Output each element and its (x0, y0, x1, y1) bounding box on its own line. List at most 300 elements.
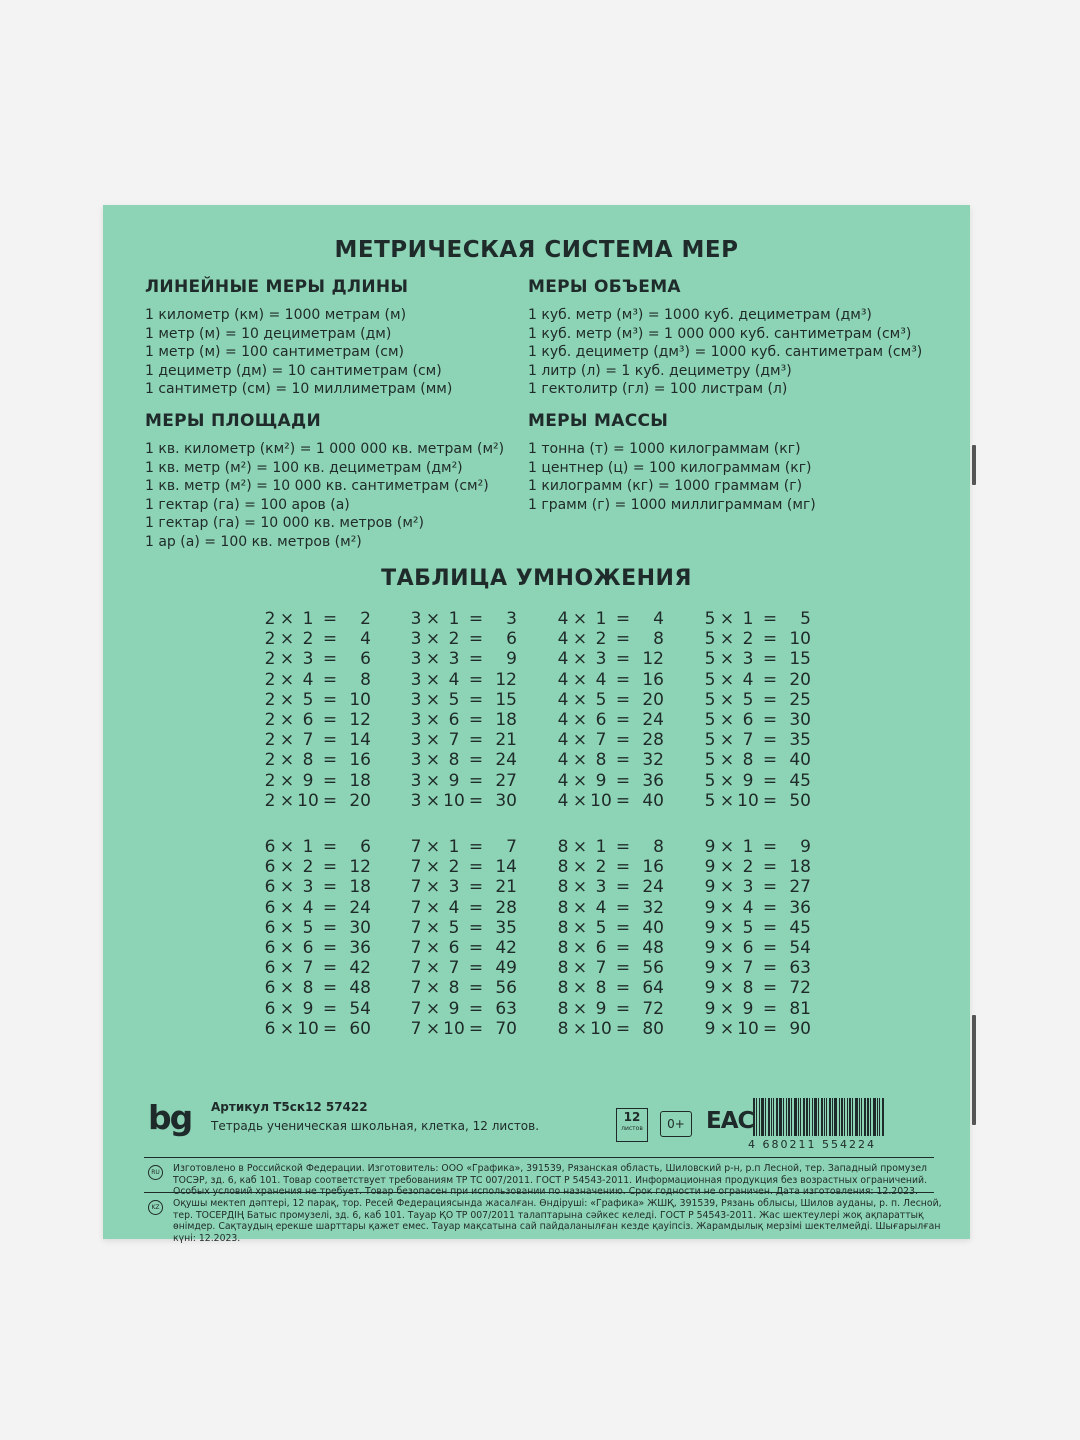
mult-term: 2 (742, 629, 754, 650)
mult-term: × (425, 897, 441, 918)
mult-term: = (322, 689, 338, 710)
mult-term: 7 (595, 730, 607, 751)
mult-term: 7 (448, 730, 460, 751)
barcode-bar (832, 1098, 833, 1136)
barcode-bar (794, 1098, 797, 1136)
mult-term: 7 (448, 958, 460, 979)
mult-term: = (615, 649, 631, 670)
mult-term: = (762, 629, 778, 650)
barcode-bar (761, 1098, 764, 1136)
mult-term: 2 (264, 649, 276, 670)
measure-line: 1 куб. метр (м³) = 1 000 000 куб. сантиметрам (см³) (528, 325, 912, 342)
mult-term: 6 (595, 709, 607, 730)
mult-term: 4 (302, 669, 314, 690)
mult-term: 8 (557, 897, 569, 918)
mult-product: 20 (789, 669, 811, 690)
mult-term: × (425, 730, 441, 751)
mult-product: 9 (800, 837, 811, 857)
mult-term: 6 (302, 709, 314, 730)
mult-term: = (468, 770, 484, 791)
mult-term: = (468, 689, 484, 710)
mult-term: = (322, 750, 338, 771)
barcode-bar (839, 1098, 840, 1136)
mult-term: × (425, 958, 441, 979)
mult-term: × (425, 978, 441, 999)
barcode-bar (756, 1098, 757, 1136)
barcode-bar (779, 1098, 782, 1136)
mult-term: = (762, 998, 778, 1019)
mult-term: 1 (302, 609, 314, 629)
mult-term: × (719, 998, 735, 1019)
mult-term: 3 (410, 709, 422, 730)
mult-term: 10 (737, 1018, 759, 1039)
mult-term: = (468, 649, 484, 670)
mult-term: × (425, 998, 441, 1019)
mult-term: × (425, 790, 441, 811)
mult-term: 5 (704, 730, 716, 751)
mult-term: = (615, 917, 631, 938)
mult-term: 9 (302, 770, 314, 791)
mult-term: 1 (742, 609, 754, 629)
mult-product: 8 (653, 837, 664, 857)
mult-term: 7 (410, 958, 422, 979)
measure-line: 1 центнер (ц) = 100 килограммам (кг) (528, 459, 812, 476)
mult-term: × (279, 609, 295, 629)
footer (103, 205, 970, 1244)
mult-term: 1 (595, 837, 607, 857)
mult-term: × (572, 958, 588, 979)
mult-term: 3 (742, 649, 754, 670)
mass-title: МЕРЫ МАССЫ (528, 411, 669, 431)
barcode-bar (844, 1098, 845, 1136)
mult-term: 3 (595, 877, 607, 898)
mult-product: 27 (789, 877, 811, 898)
mult-product: 42 (349, 958, 371, 979)
mult-product: 28 (495, 897, 517, 918)
mult-term: = (322, 649, 338, 670)
mult-term: 10 (443, 1018, 465, 1039)
mult-term: 5 (448, 917, 460, 938)
mult-term: 2 (264, 669, 276, 690)
mult-term: = (322, 917, 338, 938)
mult-product: 21 (495, 877, 517, 898)
mult-term: × (719, 857, 735, 878)
mult-term: × (572, 649, 588, 670)
mult-term: 5 (302, 917, 314, 938)
mult-term: 2 (595, 857, 607, 878)
mult-term: 9 (742, 998, 754, 1019)
mult-term: × (719, 1018, 735, 1039)
mult-term: = (762, 709, 778, 730)
mult-product: 5 (800, 609, 811, 629)
mult-product: 18 (349, 770, 371, 791)
mult-term: = (468, 958, 484, 979)
mult-term: 9 (302, 998, 314, 1019)
mult-product: 72 (789, 978, 811, 999)
mult-term: 1 (742, 837, 754, 857)
mult-term: 5 (595, 689, 607, 710)
mult-term: × (279, 837, 295, 857)
mult-product: 9 (506, 649, 517, 670)
mult-product: 48 (642, 937, 664, 958)
mult-term: 9 (704, 857, 716, 878)
mult-term: 8 (302, 978, 314, 999)
mult-term: 2 (264, 629, 276, 650)
mult-term: = (762, 877, 778, 898)
mult-product: 7 (506, 837, 517, 857)
mult-term: × (279, 1018, 295, 1039)
mult-term: 5 (595, 917, 607, 938)
mult-term: = (762, 730, 778, 751)
mult-term: = (615, 709, 631, 730)
mult-term: × (719, 709, 735, 730)
mult-term: × (425, 937, 441, 958)
mult-term: 5 (704, 750, 716, 771)
barcode-bar (788, 1098, 790, 1136)
mult-term: = (322, 877, 338, 898)
mult-term: 4 (595, 897, 607, 918)
mult-term: 4 (557, 790, 569, 811)
product-description: Тетрадь ученическая школьная, клетка, 12 листов. (211, 1119, 540, 1133)
mult-term: × (719, 609, 735, 629)
barcode-bar (812, 1098, 813, 1136)
mult-product: 24 (642, 709, 664, 730)
barcode-bar (803, 1098, 805, 1136)
barcode-bar (852, 1098, 853, 1136)
mult-term: 1 (302, 837, 314, 857)
measure-line: 1 дециметр (дм) = 10 сантиметрам (см) (145, 362, 442, 379)
mult-term: = (322, 837, 338, 857)
mult-term: 2 (264, 689, 276, 710)
mult-term: = (322, 897, 338, 918)
mult-term: 8 (557, 937, 569, 958)
mult-term: 5 (704, 790, 716, 811)
measure-line: 1 километр (км) = 1000 метрам (м) (145, 307, 407, 323)
mult-term: = (762, 897, 778, 918)
mult-term: × (719, 958, 735, 979)
volume-title: МЕРЫ ОБЪЕМА (528, 277, 681, 297)
mult-term: 2 (448, 629, 460, 650)
mult-term: = (762, 770, 778, 791)
measure-line: 1 кв. метр (м²) = 10 000 кв. сантиметрам (см²) (145, 478, 489, 495)
mult-term: 3 (742, 877, 754, 898)
mult-term: × (425, 1018, 441, 1039)
mult-term: = (615, 790, 631, 811)
mult-term: = (615, 897, 631, 918)
mult-term: × (572, 790, 588, 811)
mult-term: 3 (410, 609, 422, 629)
barcode-bar (783, 1098, 784, 1136)
mult-term: = (762, 1018, 778, 1039)
mult-term: 4 (742, 897, 754, 918)
mult-term: × (572, 978, 588, 999)
mult-product: 27 (495, 770, 517, 791)
mult-term: × (279, 917, 295, 938)
mult-term: × (425, 750, 441, 771)
mult-term: = (468, 750, 484, 771)
measure-line: 1 гектолитр (гл) = 100 листрам (л) (528, 381, 788, 398)
mult-product: 32 (642, 897, 664, 918)
mult-term: 5 (742, 917, 754, 938)
mult-term: 1 (595, 609, 607, 629)
mult-term: × (719, 770, 735, 791)
mult-term: × (719, 917, 735, 938)
barcode-bar (834, 1098, 837, 1136)
mult-term: 4 (557, 609, 569, 629)
mult-product: 36 (642, 770, 664, 791)
mult-term: 10 (443, 790, 465, 811)
mult-term: = (615, 837, 631, 857)
mult-term: × (719, 790, 735, 811)
mult-term: 7 (742, 730, 754, 751)
mult-term: = (762, 958, 778, 979)
mult-term: 2 (595, 629, 607, 650)
mult-term: × (572, 998, 588, 1019)
mult-term: × (719, 730, 735, 751)
barcode-bar (882, 1098, 884, 1136)
mult-term: = (468, 790, 484, 811)
area-title: МЕРЫ ПЛОЩАДИ (145, 411, 321, 431)
mult-product: 70 (495, 1018, 517, 1039)
divider (144, 1192, 934, 1193)
mult-term: 9 (704, 937, 716, 958)
mult-term: × (279, 857, 295, 878)
measure-line: 1 метр (м) = 100 сантиметрам (см) (145, 344, 404, 361)
mult-product: 40 (642, 917, 664, 938)
mult-term: 6 (264, 837, 276, 857)
mult-term: 2 (448, 857, 460, 878)
mult-term: = (762, 978, 778, 999)
mult-product: 18 (349, 877, 371, 898)
mult-term: 8 (557, 917, 569, 938)
mult-term: × (425, 629, 441, 650)
mult-term: 5 (704, 669, 716, 690)
multiplication-title: ТАБЛИЦА УМНОЖЕНИЯ (381, 566, 692, 591)
mult-product: 18 (495, 709, 517, 730)
mult-term: 3 (302, 649, 314, 670)
barcode-bar (877, 1098, 878, 1136)
mult-product: 40 (789, 750, 811, 771)
mult-product: 50 (789, 790, 811, 811)
mult-term: 4 (557, 730, 569, 751)
mult-term: = (615, 937, 631, 958)
mult-term: × (425, 877, 441, 898)
mult-term: 4 (302, 897, 314, 918)
mult-term: 6 (264, 937, 276, 958)
mult-term: × (719, 837, 735, 857)
mult-term: 4 (448, 669, 460, 690)
measure-line: 1 гектар (га) = 10 000 кв. метров (м²) (145, 515, 424, 532)
mult-term: 2 (264, 730, 276, 751)
mult-product: 32 (642, 750, 664, 771)
mult-product: 24 (642, 877, 664, 898)
mult-term: = (322, 978, 338, 999)
mult-term: 10 (737, 790, 759, 811)
mult-term: 7 (410, 897, 422, 918)
mult-term: × (279, 978, 295, 999)
mult-product: 15 (789, 649, 811, 670)
barcode-bar (821, 1098, 823, 1136)
barcode-bar (841, 1098, 843, 1136)
mult-term: 4 (557, 689, 569, 710)
mult-term: 8 (595, 978, 607, 999)
mult-term: = (615, 609, 631, 629)
mult-product: 54 (349, 998, 371, 1019)
mult-term: × (279, 730, 295, 751)
mult-term: = (322, 790, 338, 811)
barcode-bar (818, 1098, 819, 1136)
mult-term: 4 (448, 897, 460, 918)
mult-term: 6 (264, 877, 276, 898)
mult-product: 49 (495, 958, 517, 979)
mult-product: 8 (360, 669, 371, 690)
mult-term: 6 (448, 937, 460, 958)
mult-term: 7 (410, 917, 422, 938)
mult-product: 63 (495, 998, 517, 1019)
mult-term: = (762, 649, 778, 670)
mult-term: 9 (704, 1018, 716, 1039)
barcode-bar (873, 1098, 876, 1136)
mult-term: 3 (410, 649, 422, 670)
mult-term: = (615, 750, 631, 771)
mult-product: 48 (349, 978, 371, 999)
mult-term: × (279, 689, 295, 710)
mult-term: = (322, 958, 338, 979)
mult-term: 2 (264, 709, 276, 730)
mult-term: 9 (704, 837, 716, 857)
sheets-count: 12 (623, 1110, 641, 1124)
mult-term: 3 (410, 689, 422, 710)
mult-term: 3 (595, 649, 607, 670)
mult-product: 36 (789, 897, 811, 918)
mult-term: = (468, 709, 484, 730)
barcode-bar (826, 1098, 827, 1136)
mult-term: 6 (742, 937, 754, 958)
mult-product: 25 (789, 689, 811, 710)
mult-term: = (762, 837, 778, 857)
mult-term: = (322, 730, 338, 751)
mult-term: = (615, 1018, 631, 1039)
mult-term: 5 (302, 689, 314, 710)
mult-term: × (572, 609, 588, 629)
mult-term: = (468, 877, 484, 898)
measure-line: 1 килограмм (кг) = 1000 граммам (г) (528, 478, 803, 495)
mult-product: 56 (495, 978, 517, 999)
mult-term: 9 (704, 958, 716, 979)
mult-term: = (762, 857, 778, 878)
mult-product: 35 (495, 917, 517, 938)
mult-term: = (322, 669, 338, 690)
barcode-bar (786, 1098, 787, 1136)
mult-term: × (279, 897, 295, 918)
mult-term: 7 (410, 857, 422, 878)
barcode-bar (864, 1098, 866, 1136)
barcode-bar (759, 1098, 760, 1136)
kz-info-text: Оқушы мектеп дәптері, 12 парақ, тор. Ресей Федерациясында жасалған. Өндіруші: «Графика» ЖШҚ, 391539, Рязань облысы, Шилов ауданы, р. п. Лесной, тер. ТОСЕРДІҢ Батыс промузелі, зд. 6, каб 101. Тауар ҚО ТР 007/2011 талаптарына сәйкес келеді. ГОСТ Р 54543-2011. Жас шектеулері жоқ ақпараттық өнімдер. Сақтаудың ерекше шарттары қажет емес. Тауар мақсатына сай пайдаланылған кезде қауіпсіз. Жарамдылық мерзімі шектелмейді. Шығарылған күні: 12.2023. (173, 1198, 942, 1244)
ru-info-text: Изготовлено в Российской Федерации. Изготовитель: ООО «Графика», 391539, Рязанская область, Шиловский р-н, р.п Лесной, тер. Западный промузел ТОСЭР, зд. 6, каб 101. Товар соответствует требованиям ТР ТС 007/2011. ГОСТ Р 54543-2011. Информационная продукция без возрастных ограничений. Особых условий хранения не требует. Товар безопасен при использовании по назначению. Срок годности не ограничен. Дата изготовления: 12.2023. (173, 1163, 928, 1197)
mult-term: × (719, 629, 735, 650)
mult-term: = (468, 978, 484, 999)
mult-term: = (468, 998, 484, 1019)
mult-term: 7 (410, 978, 422, 999)
mult-product: 12 (495, 669, 517, 690)
mult-term: 9 (448, 770, 460, 791)
mult-product: 72 (642, 998, 664, 1019)
mult-term: 6 (264, 897, 276, 918)
mult-term: × (425, 689, 441, 710)
page-edge (972, 1015, 976, 1125)
mult-term: 2 (302, 629, 314, 650)
mult-term: × (572, 689, 588, 710)
barcode-bar (879, 1098, 880, 1136)
mult-term: = (322, 709, 338, 730)
mult-term: 4 (742, 669, 754, 690)
mult-term: × (279, 770, 295, 791)
mult-term: × (719, 897, 735, 918)
mult-term: 5 (704, 709, 716, 730)
mult-term: × (572, 897, 588, 918)
measure-line: 1 кв. километр (км²) = 1 000 000 кв. метрам (м²) (145, 441, 505, 457)
mult-term: 5 (704, 629, 716, 650)
mult-term: 7 (410, 937, 422, 958)
mult-product: 8 (653, 629, 664, 650)
barcode-bar (870, 1098, 871, 1136)
mult-product: 60 (349, 1018, 371, 1039)
measure-line: 1 тонна (т) = 1000 килограммам (кг) (528, 441, 801, 457)
mult-term: 9 (448, 998, 460, 1019)
mult-term: = (762, 917, 778, 938)
mult-term: 8 (448, 750, 460, 771)
mult-term: 3 (448, 649, 460, 670)
mult-term: 4 (557, 750, 569, 771)
mult-term: = (615, 978, 631, 999)
measure-line: 1 гектар (га) = 100 аров (а) (145, 496, 350, 513)
mult-product: 63 (789, 958, 811, 979)
mult-term: 2 (264, 770, 276, 791)
article-number: Артикул Т5ск12 57422 (211, 1100, 368, 1114)
barcode-bar (867, 1098, 869, 1136)
mult-term: 8 (742, 978, 754, 999)
mult-term: × (572, 669, 588, 690)
mult-term: 7 (410, 998, 422, 1019)
mult-product: 54 (789, 937, 811, 958)
mult-product: 42 (495, 937, 517, 958)
notebook-back-cover (103, 205, 970, 1244)
mult-term: 4 (557, 709, 569, 730)
mult-term: 4 (557, 669, 569, 690)
mult-term: × (719, 689, 735, 710)
mult-term: 3 (410, 750, 422, 771)
barcode-bar (861, 1098, 862, 1136)
mult-term: × (572, 837, 588, 857)
mult-term: × (279, 790, 295, 811)
mult-product: 81 (789, 998, 811, 1019)
mult-term: 10 (590, 790, 612, 811)
mult-product: 15 (495, 689, 517, 710)
mult-term: 8 (557, 877, 569, 898)
mult-term: 8 (595, 750, 607, 771)
mult-product: 80 (642, 1018, 664, 1039)
mult-term: 9 (595, 770, 607, 791)
mult-product: 20 (642, 689, 664, 710)
mult-term: 9 (704, 877, 716, 898)
barcode-bar (814, 1098, 817, 1136)
mult-product: 18 (789, 857, 811, 878)
mult-term: × (279, 709, 295, 730)
mult-term: 8 (742, 750, 754, 771)
mult-term: 6 (595, 937, 607, 958)
mult-product: 3 (506, 609, 517, 629)
